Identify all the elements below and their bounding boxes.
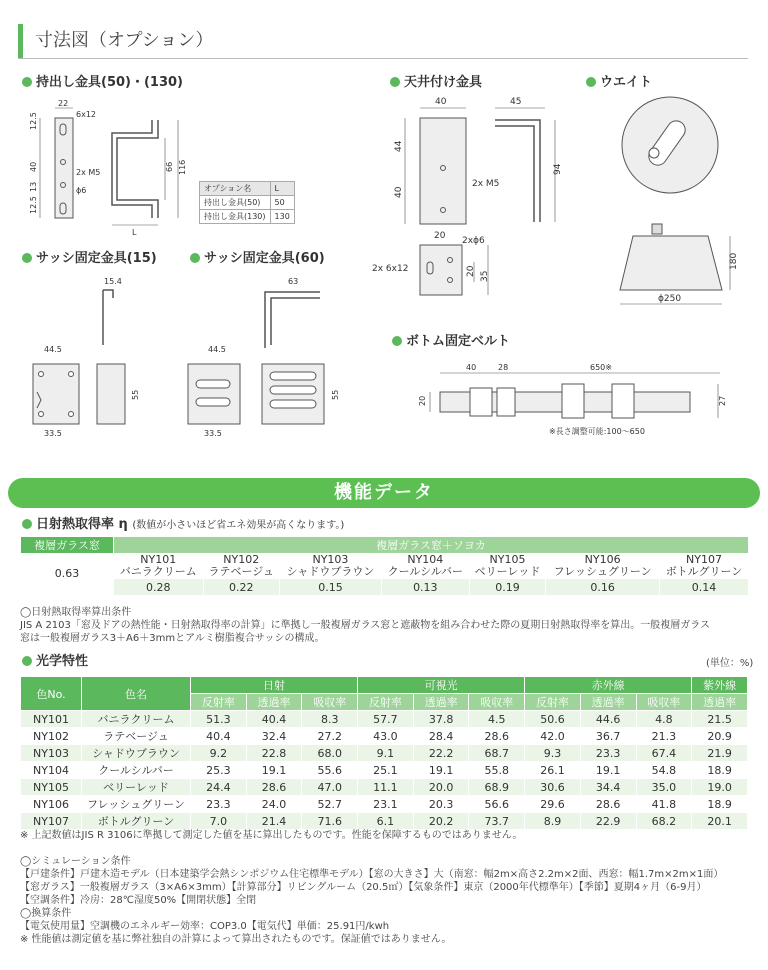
dim-b-650: 650※ [590, 363, 612, 372]
solar-col-single: 複層ガラス窓 [21, 537, 114, 553]
value-cell: 28.6 [580, 796, 636, 813]
sash60-back-drawing [262, 364, 324, 424]
table-row [21, 711, 748, 728]
solar-product [546, 553, 660, 579]
solar-product [279, 553, 381, 579]
value-cell: 42.0 [525, 728, 581, 745]
optical-sub: 透過率 [580, 694, 636, 711]
solar-table [20, 537, 748, 595]
value-cell: 9.2 [191, 745, 247, 762]
mochidashi-front-drawing [40, 108, 73, 218]
value-cell: 9.3 [525, 745, 581, 762]
optical-group: 紫外線 [692, 677, 748, 694]
value-cell: 9.1 [358, 745, 414, 762]
dim-s60-63: 63 [288, 277, 299, 286]
dim-b-27: 27 [718, 395, 727, 406]
value-cell: 57.7 [358, 711, 414, 728]
value-cell: 68.0 [302, 745, 358, 762]
value-cell: 25.3 [191, 762, 247, 779]
sash60-front-drawing [188, 364, 240, 424]
optical-note: ※ 上記数値はJIS R 3106に準拠して測定した値を基に算出したものです。性能を保障するものではありません。 [20, 830, 523, 841]
value-cell: 44.6 [580, 711, 636, 728]
color-code-cell: NY106 [21, 796, 82, 813]
dim-s15-445: 44.5 [44, 345, 62, 354]
solar-value: 0.16 [546, 579, 660, 595]
heading-sash60-label: サッシ固定金具(60) [204, 251, 325, 266]
sim-line-4: 【空調条件】冷房：28℃湿度50%【開閉状態】全閉 [20, 895, 257, 906]
dim-b-20: 20 [418, 395, 427, 406]
value-cell: 28.6 [246, 779, 302, 796]
dim-m-125a: 12.5 [29, 112, 38, 130]
solar-value: 0.15 [279, 579, 381, 595]
optical-sub: 透過率 [413, 694, 469, 711]
value-cell: 18.9 [692, 796, 748, 813]
optical-group: 赤外線 [525, 677, 692, 694]
value-cell: 4.5 [469, 711, 525, 728]
dim-m-phi6: ϕ6 [76, 186, 87, 195]
table-row [21, 762, 748, 779]
solar-value: 0.28 [114, 579, 204, 595]
solar-product [659, 553, 748, 579]
solar-product [114, 553, 204, 579]
dim-w-180: 180 [729, 252, 739, 270]
dim-t-20: 20 [434, 231, 446, 241]
product-name: クールシルバー [387, 565, 464, 578]
page-title: 寸法図（オプション） [18, 24, 213, 58]
value-cell: 28.4 [413, 728, 469, 745]
optical-sub: 透過率 [692, 694, 748, 711]
color-name-cell: ボトルグリーン [82, 813, 191, 830]
heading-optical-label: 光学特性 [36, 654, 89, 669]
sash15-front-drawing [33, 364, 79, 424]
dim-t-35: 35 [480, 270, 490, 282]
dim-t-2xm5: 2x M5 [472, 179, 500, 189]
value-cell: 11.1 [358, 779, 414, 796]
value-cell: 6.1 [358, 813, 414, 830]
product-name: シャドウブラウン [286, 565, 375, 578]
product-code: NY107 [686, 553, 722, 566]
optical-sub: 吸収率 [469, 694, 525, 711]
value-cell: 22.2 [413, 745, 469, 762]
sash15-side-drawing [103, 290, 113, 345]
value-cell: 8.9 [525, 813, 581, 830]
solar-product [469, 553, 546, 579]
value-cell: 19.1 [580, 762, 636, 779]
solar-col-group: 複層ガラス窓＋ソヨカ [114, 537, 749, 553]
value-cell: 21.9 [692, 745, 748, 762]
dim-t-2xphi6: 2xϕ6 [462, 236, 485, 246]
tenjo-front-drawing [405, 108, 466, 224]
belt-drawing [430, 373, 720, 418]
color-name-cell: シャドウブラウン [82, 745, 191, 762]
optical-sub: 反射率 [525, 694, 581, 711]
dim-t-45: 45 [510, 97, 522, 107]
value-cell: 23.3 [580, 745, 636, 762]
color-name-cell: バニラクリーム [82, 711, 191, 728]
color-code-cell: NY101 [21, 711, 82, 728]
dim-w-phi250: ϕ250 [658, 294, 682, 304]
optical-sub: 透過率 [246, 694, 302, 711]
value-cell: 36.7 [580, 728, 636, 745]
value-cell: 24.4 [191, 779, 247, 796]
value-cell: 34.4 [580, 779, 636, 796]
dim-s15-55: 55 [131, 389, 140, 400]
optical-sub: 反射率 [191, 694, 247, 711]
solar-single-value: 0.63 [21, 553, 114, 595]
dim-m-L: L [132, 228, 137, 237]
dim-b-40: 40 [466, 363, 477, 372]
color-name-cell: クールシルバー [82, 762, 191, 779]
solar-product [381, 553, 469, 579]
optical-h-name: 色名 [82, 677, 191, 711]
dim-s60-335: 33.5 [204, 429, 222, 438]
solar-value: 0.22 [203, 579, 279, 595]
optical-group: 日射 [191, 677, 358, 694]
color-name-cell: ベリーレッド [82, 779, 191, 796]
value-cell: 56.6 [469, 796, 525, 813]
value-cell: 55.8 [469, 762, 525, 779]
value-cell: 32.4 [246, 728, 302, 745]
option-table-cell: 持出し金具(50) [200, 196, 271, 210]
value-cell: 73.7 [469, 813, 525, 830]
option-table-cell: 50 [270, 196, 294, 210]
value-cell: 20.9 [692, 728, 748, 745]
sash15-back-drawing [97, 364, 125, 424]
dim-t-44: 44 [394, 140, 404, 152]
heading-belt-label: ボトム固定ベルト [406, 334, 511, 349]
optical-sub: 吸収率 [302, 694, 358, 711]
product-name: フレッシュグリーン [553, 565, 652, 578]
solar-value: 0.19 [469, 579, 546, 595]
product-code: NY101 [140, 553, 177, 566]
product-name: ラテベージュ [208, 565, 275, 578]
option-table [199, 181, 295, 224]
dim-s60-445: 44.5 [208, 345, 226, 354]
dim-t-2x6x12: 2x 6x12 [372, 264, 409, 274]
optical-sub: 反射率 [358, 694, 414, 711]
value-cell: 18.9 [692, 762, 748, 779]
value-cell: 40.4 [191, 728, 247, 745]
value-cell: 47.0 [302, 779, 358, 796]
dim-m-66: 66 [165, 161, 174, 172]
dim-m-116: 116 [178, 159, 187, 175]
sim-line-6: 【電気使用量】空調機のエネルギー効率：COP3.0【電気代】単価：25.91円/kwh [20, 921, 390, 932]
value-cell: 27.2 [302, 728, 358, 745]
solar-value: 0.13 [381, 579, 469, 595]
sim-line-7: ※ 性能値は測定値を基に弊社独自の計算によって算出されたものです。保証値ではありません。 [20, 934, 452, 945]
dim-m-22: 22 [58, 99, 69, 108]
value-cell: 71.6 [302, 813, 358, 830]
dim-s60-55: 55 [331, 389, 340, 400]
value-cell: 26.1 [525, 762, 581, 779]
value-cell: 40.4 [246, 711, 302, 728]
table-row [21, 728, 748, 745]
color-code-cell: NY103 [21, 745, 82, 762]
value-cell: 37.8 [413, 711, 469, 728]
value-cell: 20.2 [413, 813, 469, 830]
dim-m-40: 40 [29, 161, 38, 172]
value-cell: 55.6 [302, 762, 358, 779]
value-cell: 68.2 [636, 813, 692, 830]
table-row [21, 796, 748, 813]
color-code-cell: NY102 [21, 728, 82, 745]
product-code: NY105 [489, 553, 526, 566]
value-cell: 30.6 [525, 779, 581, 796]
optical-group: 可視光 [358, 677, 525, 694]
tenjo-side-drawing [495, 108, 555, 222]
solar-note-head: ◯日射熱取得率算出条件 [20, 607, 132, 618]
dim-m-125b: 12.5 [29, 196, 38, 214]
solar-note-2: 窓は一般複層ガラス3＋A6＋3mmとアルミ樹脂複合サッシの構成。 [20, 633, 325, 644]
heading-mochidashi-label: 持出し金具(50)・(130) [36, 75, 183, 90]
dimension-drawings [0, 0, 768, 475]
optical-sub: 吸収率 [636, 694, 692, 711]
color-code-cell: NY105 [21, 779, 82, 796]
option-table-header: オプション名 [200, 182, 271, 196]
weight-side-drawing [620, 224, 730, 304]
dim-m-2xm5: 2x M5 [76, 168, 101, 177]
product-code: NY104 [407, 553, 444, 566]
value-cell: 24.0 [246, 796, 302, 813]
dim-m-6x12: 6x12 [76, 110, 97, 119]
heading-solar-sub: (数値が小さいほど省エネ効果が高くなります。) [132, 520, 345, 531]
dim-s15-154: 15.4 [104, 277, 122, 286]
dim-b-28: 28 [498, 363, 509, 372]
solar-value: 0.14 [659, 579, 748, 595]
sim-line-1: ◯シミュレーション条件 [20, 856, 131, 867]
option-table-cell: 130 [270, 210, 294, 224]
optical-table [20, 676, 748, 830]
value-cell: 8.3 [302, 711, 358, 728]
value-cell: 51.3 [191, 711, 247, 728]
sim-line-5: ◯換算条件 [20, 908, 72, 919]
value-cell: 54.8 [636, 762, 692, 779]
option-table-cell: 持出し金具(130) [200, 210, 271, 224]
value-cell: 41.8 [636, 796, 692, 813]
value-cell: 4.8 [636, 711, 692, 728]
dim-t-94: 94 [553, 163, 563, 175]
value-cell: 19.1 [246, 762, 302, 779]
table-row [21, 745, 748, 762]
value-cell: 67.4 [636, 745, 692, 762]
value-cell: 23.3 [191, 796, 247, 813]
product-name: ベリーレッド [474, 565, 541, 578]
value-cell: 25.1 [358, 762, 414, 779]
weight-top-drawing [622, 97, 718, 193]
sim-line-2: 【戸建条件】戸建木造モデル（日本建築学会熱シンポジウム住宅標準モデル）【窓の大きさ】大（南窓：幅2m×高さ2.2m×2面、西窓：幅1.7m×2m×1面） [20, 869, 724, 880]
value-cell: 23.1 [358, 796, 414, 813]
product-code: NY102 [223, 553, 260, 566]
table-row [21, 813, 748, 830]
bullet-icon [22, 656, 32, 666]
heading-optical [22, 654, 88, 670]
sim-line-3: 【窓ガラス】一般複層ガラス（3×A6×3mm）【計算部分】リビングルーム（20.5㎡）【気象条件】東京（2000年代標準年）【季節】夏期4ヶ月（6-9月） [20, 882, 707, 893]
optical-h-code: 色No. [21, 677, 82, 711]
value-cell: 68.9 [469, 779, 525, 796]
solar-note-1: JIS A 2103「窓及ドアの熱性能・日射熱取得率の計算」に準拠し一般複層ガラス窓と遮蔽物を組み合わせた際の夏期日射熱取得率を算出。一般複層ガラス [20, 620, 710, 631]
value-cell: 19.0 [692, 779, 748, 796]
value-cell: 22.9 [580, 813, 636, 830]
bullet-icon [22, 519, 32, 529]
color-name-cell: ラテベージュ [82, 728, 191, 745]
value-cell: 7.0 [191, 813, 247, 830]
value-cell: 21.5 [692, 711, 748, 728]
option-table-header: L [270, 182, 294, 196]
value-cell: 20.0 [413, 779, 469, 796]
value-cell: 20.3 [413, 796, 469, 813]
value-cell: 21.4 [246, 813, 302, 830]
dim-m-13: 13 [29, 181, 38, 192]
optical-unit: (単位：%) [706, 658, 754, 669]
section-banner: 機能データ [8, 478, 760, 508]
value-cell: 28.6 [469, 728, 525, 745]
color-name-cell: フレッシュグリーン [82, 796, 191, 813]
dim-t-40b: 40 [394, 186, 404, 198]
sash60-side-drawing [265, 292, 320, 348]
table-row [21, 779, 748, 796]
product-code: NY103 [312, 553, 349, 566]
heading-tenjo-label: 天井付け金具 [404, 75, 483, 90]
value-cell: 35.0 [636, 779, 692, 796]
product-name: バニラクリーム [119, 565, 197, 578]
value-cell: 22.8 [246, 745, 302, 762]
value-cell: 19.1 [413, 762, 469, 779]
value-cell: 50.6 [525, 711, 581, 728]
color-code-cell: NY107 [21, 813, 82, 830]
value-cell: 21.3 [636, 728, 692, 745]
value-cell: 52.7 [302, 796, 358, 813]
heading-solar [22, 517, 344, 534]
dim-t-20b: 20 [466, 265, 476, 277]
heading-solar-label: 日射熱取得率 η [36, 517, 128, 532]
value-cell: 20.1 [692, 813, 748, 830]
dim-t-40: 40 [435, 97, 447, 107]
heading-weight-label: ウエイト [600, 75, 653, 90]
optical-body [21, 711, 748, 830]
solar-product [203, 553, 279, 579]
dim-b-note: ※長さ調整可能:100〜650 [549, 427, 645, 436]
tenjo-small-drawing [420, 245, 488, 295]
color-code-cell: NY104 [21, 762, 82, 779]
dim-s15-335: 33.5 [44, 429, 62, 438]
product-code: NY106 [584, 553, 621, 566]
value-cell: 68.7 [469, 745, 525, 762]
value-cell: 43.0 [358, 728, 414, 745]
product-name: ボトルグリーン [665, 565, 743, 578]
value-cell: 29.6 [525, 796, 581, 813]
heading-sash15-label: サッシ固定金具(15) [36, 251, 157, 266]
